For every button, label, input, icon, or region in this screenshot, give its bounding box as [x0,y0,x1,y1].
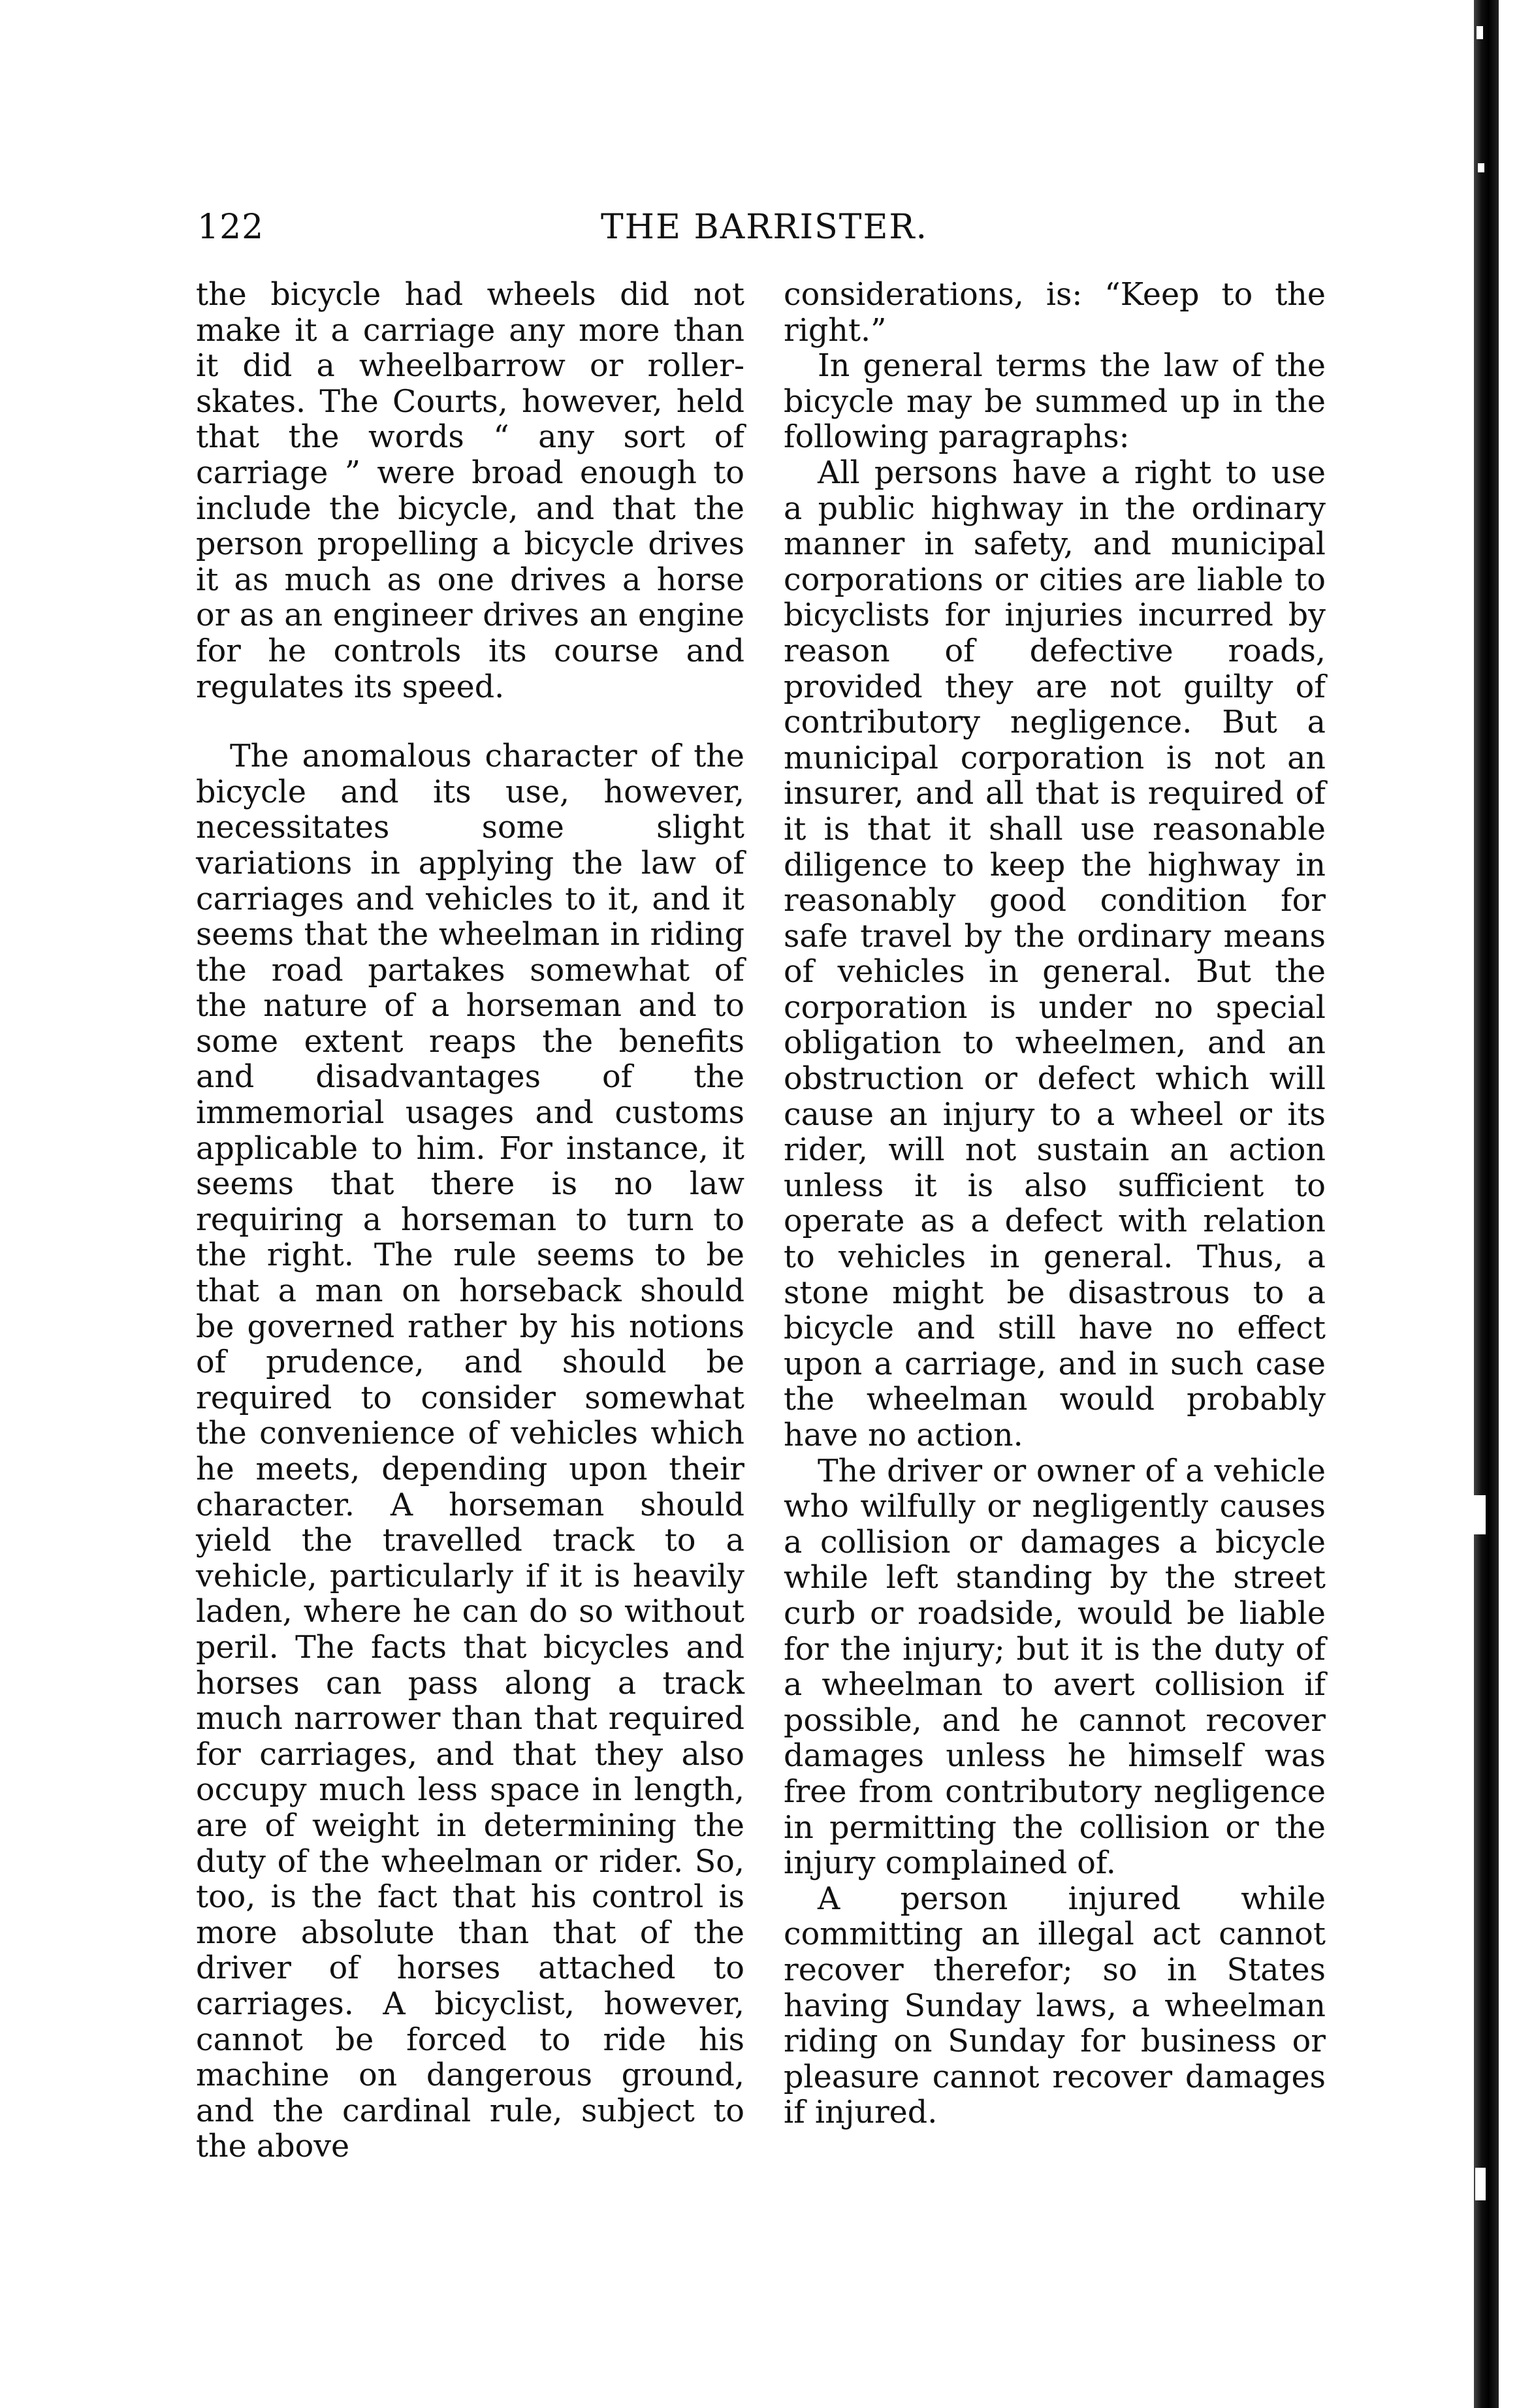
left-column [196,277,744,2165]
running-title: THE BARRISTER. [601,208,929,247]
right-paragraph-3: All persons have a right to use a public highway in the ordinary manner in safety, and municipal corporations or cities are liable to bicyclists for injuries incurred by reason of defective roads, provided they are not guilty of contributory negligence. But a municipal corporation is not an insurer, and all that is required of it is that it shall use reasonable diligence to keep the highway in reasonably good condition for safe travel by the ordinary means of vehicles in general. But the corporation is under no special obligation to wheelmen, and an obstruction or defect which will cause an injury to a wheel or its rider, will not sustain an action unless it is also sufficient to operate as a defect with relation to vehicles in general. Thus, a stone might be disastrous to a bicycle and still have no effect upon a carriage, and in such case the wheelman would probably have no action. [784,454,1326,1453]
page-binding-edge [1474,0,1499,2408]
right-paragraph-1: considerations, is: “Keep to the right.” [784,277,1326,349]
page-number: 122 [197,208,264,247]
left-paragraph-1: the bicycle had wheels did not make it a carriage any more than it did a wheelbarrow or roller-skates. The Courts, however, held that the words “ any sort of carriage ” were broad enough to include the bicycle, and that the person propelling a bicycle drives it as much as one drives a horse or as an engineer drives an engine for he controls its course and regulates its speed. [196,277,744,705]
left-paragraph-2: The anomalous character of the bicycle and its use, however, necessitates some slight variations in applying the law of carriages and vehicles to it, and it seems that the wheelman in riding the road partakes somewhat of the nature of a horseman and to some extent reaps the benefits and disadvantages of the immemorial usages and customs applicable to him. For instance, it seems that there is no law requiring a horseman to turn to the right. The rule seems to be that a man on horseback should be governed rather by his notions of prudence, and should be required to consider somewhat the convenience of vehicles which he meets, depending upon their character. A horseman should yield the travelled track to a vehicle, particularly if it is heavily laden, where he can do so without peril. The facts that bicycles and horses can pass along a track much narrower than that required for carriages, and that they also occupy much less space in length, are of weight in determining the duty of the wheelman or rider. So, too, is the fact that his control is more absolute than that of the driver of horses attached to carriages. A bicyclist, however, cannot be forced to ride his machine on dangerous ground, and the cardinal rule, subject to the above [196,738,744,2165]
right-paragraph-5: A person injured while committing an illegal act cannot recover therefor; so in States having Sunday laws, a wheelman riding on Sunday for business or pleasure cannot recover damages if injured. [784,1880,1326,2131]
right-column [784,277,1326,2131]
right-paragraph-2: In general terms the law of the bicycle may be summed up in the following paragraphs: [784,348,1326,456]
page-header [0,208,1517,260]
right-paragraph-4: The driver or owner of a vehicle who wilfully or negligently causes a collision or damages a bicycle while left standing by the street curb or roadside, would be liable for the injury; but it is the duty of a wheelman to avert collision if possible, and he cannot recover damages unless he himself was free from contributory negligence in permitting the collision or the injury complained of. [784,1453,1326,1882]
